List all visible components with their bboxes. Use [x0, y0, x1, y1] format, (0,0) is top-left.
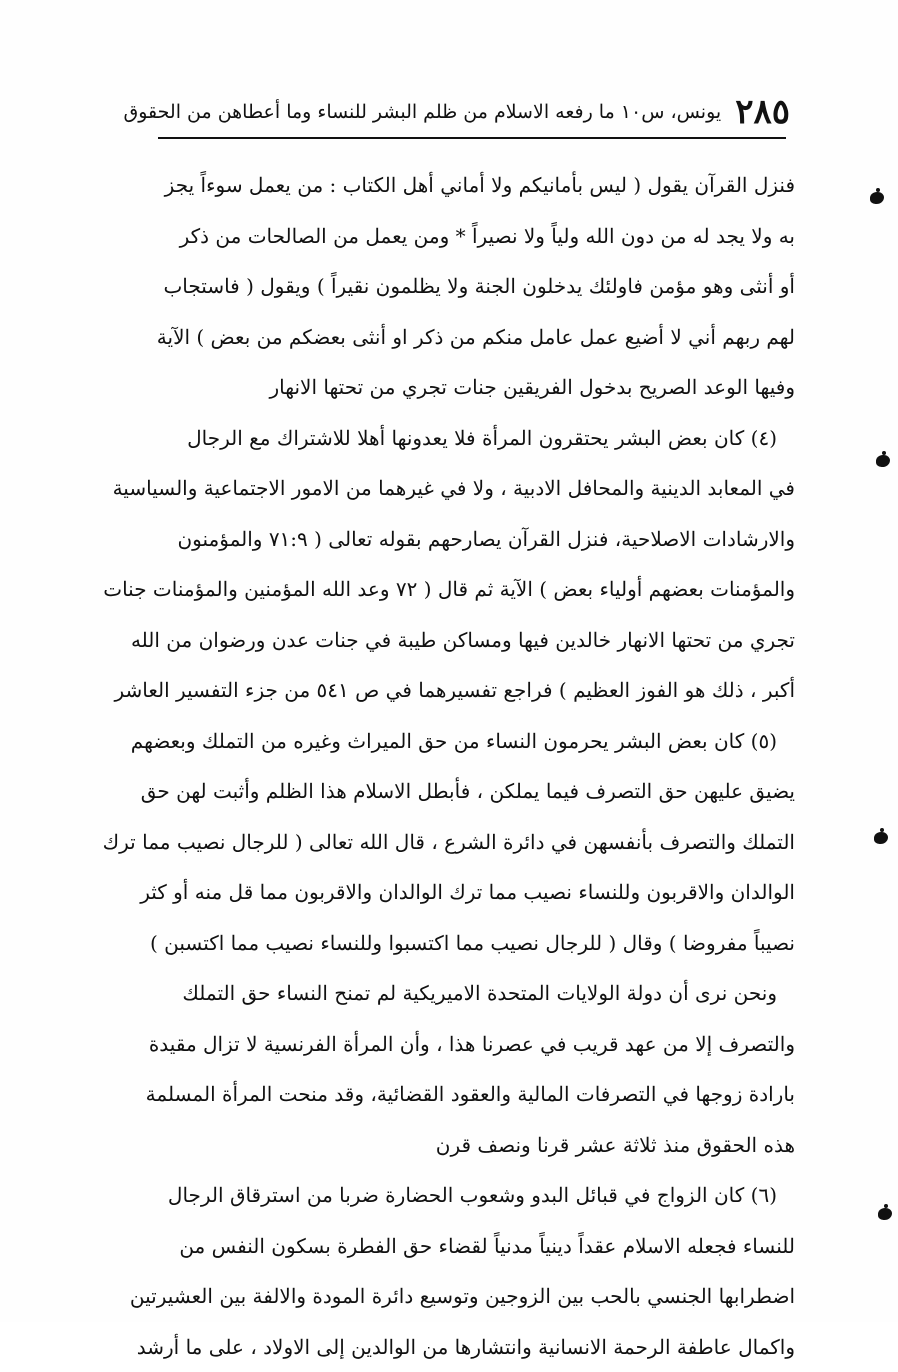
text-line: به ولا يجد له من دون الله ولياً ولا نصيراً * ومن يعمل من الصالحات من ذكر	[155, 211, 795, 262]
running-title: يونس، س١٠ ما رفعه الاسلام من ظلم البشر للنساء وما أعطاهن من الحقوق	[123, 101, 721, 123]
text-line: أكبر ، ذلك هو الفوز العظيم ) فراجع تفسيرهما في ص ٥٤١ من جزء التفسير العاشر	[155, 665, 795, 716]
text-line: تجري من تحتها الانهار خالدين فيها ومساكن طيبة في جنات عدن ورضوان من الله	[155, 615, 795, 666]
text-line: والمؤمنات بعضهم أولياء بعض ) الآية ثم قال ( ٧٢ وعد الله المؤمنين والمؤمنات جنات	[155, 564, 795, 615]
text-line: (٤) كان بعض البشر يحتقرون المرأة فلا يعدونها أهلا للاشتراك مع الرجال	[155, 413, 795, 464]
text-line: واكمال عاطفة الرحمة الانسانية وانتشارها من الوالدين إلى الاولاد ، على ما أرشد	[155, 1322, 795, 1372]
page-number: ٢٨٥	[735, 92, 790, 132]
text-line: والتصرف إلا من عهد قريب في عصرنا هذا ، وأن المرأة الفرنسية لا تزال مقيدة	[155, 1019, 795, 1070]
ink-blot	[876, 455, 890, 467]
text-line: فنزل القرآن يقول ( ليس بأمانيكم ولا أماني أهل الكتاب : من يعمل سوءاً يجز	[155, 160, 795, 211]
text-line: نصيباً مفروضا ) وقال ( للرجال نصيب مما اكتسبوا وللنساء نصيب مما اكتسبن )	[155, 918, 795, 969]
text-line: والارشادات الاصلاحية، فنزل القرآن يصارحهم بقوله تعالى ( ٧١:٩ والمؤمنون	[155, 514, 795, 565]
text-line: في المعابد الدينية والمحافل الادبية ، ولا في غيرهما من الامور الاجتماعية والسياسية	[155, 463, 795, 514]
text-line: أو أنثى وهو مؤمن فاولئك يدخلون الجنة ولا يظلمون نقيراً ) ويقول ( فاستجاب	[155, 261, 795, 312]
text-line: التملك والتصرف بأنفسهن في دائرة الشرع ، قال الله تعالى ( للرجال نصيب مما ترك	[155, 817, 795, 868]
text-line: وفيها الوعد الصريح بدخول الفريقين جنات تجري من تحتها الانهار	[155, 362, 795, 413]
text-line: ونحن نرى أن دولة الولايات المتحدة الاميريكية لم تمنح النساء حق التملك	[155, 968, 795, 1019]
text-line: الوالدان والاقربون وللنساء نصيب مما ترك الوالدان والاقربون مما قل منه أو كثر	[155, 867, 795, 918]
text-line: (٦) كان الزواج في قبائل البدو وشعوب الحضارة ضربا من استرقاق الرجال	[155, 1170, 795, 1221]
text-line: (٥) كان بعض البشر يحرمون النساء من حق الميراث وغيره من التملك وبعضهم	[155, 716, 795, 767]
ink-blot	[870, 192, 884, 204]
text-line: هذه الحقوق منذ ثلاثة عشر قرنا ونصف قرن	[155, 1120, 795, 1171]
text-line: اضطرابها الجنسي بالحب بين الزوجين وتوسيع دائرة المودة والالفة بين العشيرتين	[155, 1271, 795, 1322]
ink-blot	[874, 832, 888, 844]
text-line: للنساء فجعله الاسلام عقداً دينياً مدنياً لقضاء حق الفطرة بسكون النفس من	[155, 1221, 795, 1272]
header-rule	[158, 137, 786, 139]
text-line: بارادة زوجها في التصرفات المالية والعقود القضائية، وقد منحت المرأة المسلمة	[155, 1069, 795, 1120]
text-line: لهم ربهم أني لا أضيع عمل عامل منكم من ذكر او أنثى بعضكم من بعض ) الآية	[155, 312, 795, 363]
text-line: يضيق عليهن حق التصرف فيما يملكن ، فأبطل الاسلام هذا الظلم وأثبت لهن حق	[155, 766, 795, 817]
ink-blot	[878, 1208, 892, 1220]
body-text	[155, 160, 795, 1372]
page-header	[150, 92, 790, 132]
